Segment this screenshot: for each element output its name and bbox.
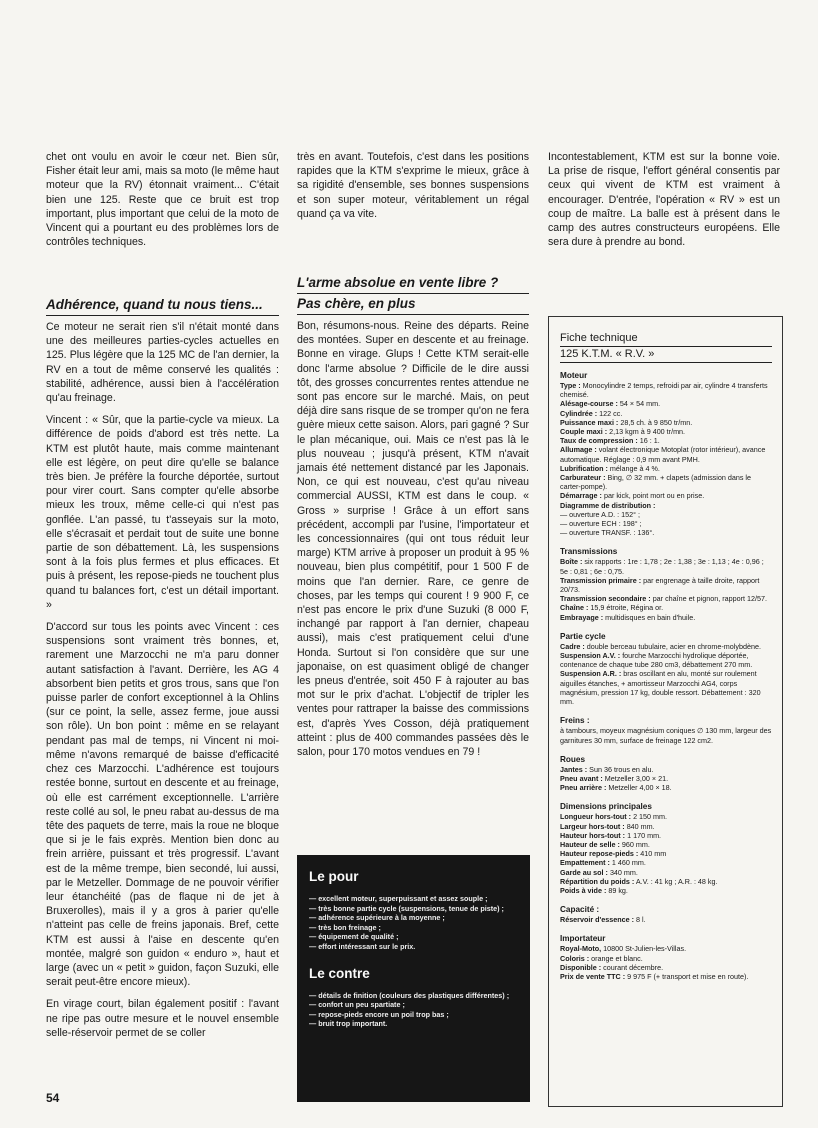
col3-intro-paragraph: Incontestablement, KTM est sur la bonne voie. La prise de risque, l'effort général consentis par ceux qui vivent de KTM est vraiment à encourager. D'entrée, l'opération « RV » est un coup de maître. La balle est à présent dans le camp des autres constructeurs européens. Elle sera dure à prendre au bond. <box>548 151 780 249</box>
fiche-line-key: Coloris : <box>560 953 590 963</box>
fiche-line <box>560 765 772 774</box>
fiche-block <box>560 371 772 537</box>
fiche-line-key: Cylindrée : <box>560 408 598 418</box>
fiche-line <box>560 669 772 706</box>
fiche-line-value: 15,9 étroite, Régina or. <box>590 603 664 613</box>
fiche-line-key: Puissance maxi : <box>560 417 619 427</box>
section-title-arme-absolue: L'arme absolue en vente libre ? <box>297 274 529 294</box>
pour-title: Le pour <box>309 869 359 884</box>
fiche-line <box>560 642 772 651</box>
fiche-block-heading: Dimensions principales <box>560 802 652 812</box>
fiche-line-key: Largeur hors-tout : <box>560 821 625 831</box>
fiche-line-value: 410 mm <box>640 849 667 859</box>
fiche-block-heading: Importateur <box>560 934 606 944</box>
fiche-line <box>560 954 772 963</box>
fiche-line-key: Poids à vide : <box>560 885 607 895</box>
fiche-line <box>560 726 772 744</box>
fiche-block <box>560 755 772 793</box>
fiche-line <box>560 576 772 594</box>
column-1-top <box>46 150 279 257</box>
fiche-line-value: Bing, ∅ 32 mm. + clapets (admission dans le carter-pompe). <box>560 473 752 492</box>
fiche-line-value: bras oscillant en alu, monté sur roulement aiguilles étanches, + amortisseur Marzocchi AG4, corps magnésium, pression 17 kg, double ressort. Débattement : 320 mm. <box>560 669 761 707</box>
fiche-line <box>560 501 772 510</box>
fiche-block-heading: Transmissions <box>560 547 618 557</box>
fiche-line-key: Type : <box>560 381 581 390</box>
fiche-line <box>560 915 772 924</box>
technical-sheet-box <box>548 316 783 1107</box>
pour-item: — très bonne partie cycle (suspensions, tenue de piste) ; <box>309 904 518 914</box>
fiche-line <box>560 613 772 622</box>
fiche-line <box>560 464 772 473</box>
fiche-line-key: Réservoir d'essence : <box>560 915 635 925</box>
fiche-line <box>560 445 772 463</box>
fiche-line <box>560 831 772 840</box>
fiche-line-value: 122 cc. <box>599 408 623 418</box>
column-2-top <box>297 150 529 229</box>
fiche-line-value: multidisques en bain d'huile. <box>605 612 696 622</box>
fiche-line <box>560 381 772 399</box>
fiche-line-key: Démarrage : <box>560 491 602 501</box>
fiche-block-heading: Moteur <box>560 371 588 380</box>
fiche-line-value: 1 460 mm. <box>611 858 646 868</box>
fiche-line-value: 9 975 F (+ transport et mise en route). <box>627 971 749 981</box>
fiche-line-key: Suspension A.V. : <box>560 651 621 661</box>
fiche-line-key: Pneu arrière : <box>560 783 607 793</box>
fiche-line-value: 28,5 ch. à 9 850 tr/mn. <box>620 417 693 427</box>
fiche-line-value: Metzeller 4,00 × 18. <box>608 783 672 793</box>
fiche-block <box>560 802 772 895</box>
contre-item: — détails de finition (couleurs des plastiques différentes) ; <box>309 991 518 1001</box>
fiche-line <box>560 651 772 669</box>
col1-paragraph: En virage court, bilan également positif : l'avant ne ripe pas outre mesure et le nouvel ensemble selle-réservoir permet de se coller <box>46 998 279 1039</box>
fiche-line <box>560 519 772 528</box>
column-2-body <box>297 319 529 767</box>
pour-item: — très bon freinage ; <box>309 923 518 933</box>
fiche-block <box>560 905 772 924</box>
fiche-line-value: 1 170 mm. <box>627 830 662 840</box>
fiche-title: Fiche technique <box>560 331 772 347</box>
fiche-block-heading: Roues <box>560 754 586 764</box>
fiche-line-key: Suspension A.R. : <box>560 669 622 679</box>
fiche-line-key: Hauteur de selle : <box>560 839 620 849</box>
col2-intro-paragraph: très en avant. Toutefois, c'est dans les positions rapides que la KTM s'exprime le mieux, grâce à sa rigidité d'ensemble, ses bonnes suspensions et son super moteur, véritablement un régal quand ça va vite. <box>297 151 529 220</box>
fiche-line-value: 2,13 kgm à 9 400 tr/mn. <box>609 427 686 437</box>
fiche-line-value: Sun 36 trous en alu. <box>589 764 654 774</box>
fiche-block-heading: Freins : <box>560 716 590 726</box>
fiche-line <box>560 858 772 867</box>
fiche-line-key: Jantes : <box>560 764 588 774</box>
fiche-line-value: — ouverture ECH : 198° ; <box>560 519 642 529</box>
fiche-block <box>560 716 772 744</box>
contre-title: Le contre <box>309 965 370 981</box>
fiche-line <box>560 510 772 519</box>
fiche-line-value: six rapports : 1re : 1,78 ; 2e : 1,38 ; 3e : 1,13 ; 4e : 0,96 ; 5e : 0,81 ; 6e : 0,75. <box>560 557 764 576</box>
contre-item: — bruit trop important. <box>309 1019 518 1029</box>
fiche-line-value: par engrenage à taille droite, rapport 20/73. <box>560 575 760 595</box>
fiche-line-key: Chaîne : <box>560 603 589 613</box>
fiche-line-value: mélange à 4 %. <box>609 463 660 473</box>
fiche-line-value: courant décembre. <box>603 962 664 972</box>
fiche-block-heading: Partie cycle <box>560 631 606 641</box>
fiche-line-value: volant électronique Motoplat (rotor intérieur), avance automatique. Réglage : 0,9 mm avant PMH. <box>560 445 766 464</box>
fiche-line-key: Prix de vente TTC : <box>560 971 626 981</box>
fiche-line-value: double berceau tubulaire, acier en chrome-molybdène. <box>586 641 761 651</box>
fiche-line-key: Disponible : <box>560 962 602 972</box>
fiche-line-value: 960 mm. <box>621 839 650 849</box>
fiche-line <box>560 774 772 783</box>
fiche-line <box>560 963 772 972</box>
fiche-line-key: Diagramme de distribution : <box>560 500 656 510</box>
fiche-line <box>560 409 772 418</box>
fiche-line <box>560 491 772 500</box>
fiche-line-key: Hauteur repose-pieds : <box>560 849 639 859</box>
fiche-line-value: Monocylindre 2 temps, refroidi par air, cylindre 4 transferts chemisé. <box>560 381 768 400</box>
fiche-line-value: par chaîne et pignon, rapport 12/57. <box>652 594 767 604</box>
contre-item: — confort un peu spartiate ; <box>309 1000 518 1010</box>
fiche-line <box>560 557 772 575</box>
pour-item: — excellent moteur, superpuissant et assez souple ; <box>309 894 518 904</box>
fiche-line-key: Taux de compression : <box>560 436 638 446</box>
fiche-line-key: Boîte : <box>560 557 583 567</box>
fiche-line-key: Embrayage : <box>560 612 604 622</box>
contre-list <box>309 991 518 1029</box>
fiche-line-value: A.V. : 41 kg ; A.R. : 48 kg. <box>635 876 718 886</box>
section-subtitle-pas-chere: Pas chère, en plus <box>297 295 529 315</box>
fiche-line-value: 16 : 1. <box>639 436 660 446</box>
column-1-body <box>46 320 279 1048</box>
col1-intro-paragraph: chet ont voulu en avoir le cœur net. Bien sûr, Fisher était leur ami, mais sa moto (le même haut moteur que la RV) étonnait vraiment... C'était bien une 125. Reste que ce bruit est trop important, plus important que celui de la moto de Vincent qui a pourtant eu des problèmes lors de contrôles techniques. <box>46 151 279 249</box>
contre-item: — repose-pieds encore un poil trop bas ; <box>309 1010 518 1020</box>
pour-item: — adhérence supérieure à la moyenne ; <box>309 913 518 923</box>
fiche-line-value: fourche Marzocchi hydrolique déportée, contenance de chaque tube 280 cm3, débattement 270 mm. <box>560 651 753 670</box>
fiche-line-key: Transmission secondaire : <box>560 594 651 604</box>
fiche-line-key: Transmission primaire : <box>560 575 642 585</box>
fiche-line-key: Hauteur hors-tout : <box>560 830 626 840</box>
fiche-line-value: 340 mm. <box>609 867 638 877</box>
fiche-line <box>560 812 772 821</box>
fiche-line <box>560 849 772 858</box>
section-title-adherence: Adhérence, quand tu nous tiens... <box>46 296 279 316</box>
fiche-line <box>560 436 772 445</box>
fiche-block <box>560 547 772 621</box>
fiche-line <box>560 783 772 792</box>
fiche-line-value: 54 × 54 mm. <box>619 399 661 409</box>
fiche-block <box>560 632 772 706</box>
fiche-line-key: Carburateur : <box>560 473 606 483</box>
col2-paragraph: Bon, résumons-nous. Reine des départs. Reine des montées. Super en descente et au freinage. Bonne en virage. Glups ! Cette KTM serait-elle donc l'arme absolue ? Difficile de le dire aussi tôt, des grosses concurrentes rentes attendue ne sont pas encore sur le marché. Mais, on peut déjà dire sans risque de se tromper qu'on ne fera guère mieux cette saison. Alors, pari gagné ? Sur le plan mécanique, oui. Mais ce n'est pas là le plus nouveau ; jusqu'à présent, KTM n'avait jamais été nettement distancé par les Japonais. Non, ce qui est nouveau, c'est qu'au niveau commercial AUSSI, KTM est dans le coup. « Gross » surprise ! Grâce à un effort sans précédent, accompli par l'usine, l'importateur et les concessionnaires (qui ont tous réduit leur marge) KTM arrive à proposer un produit à 95 % nouveau, bien plus compétitif, pour 1 500 F de moins que l'an dernier. Rare, ce genre de choses, par les temps qui courent ! 9 900 F, ce n'est pas encore le prix d'une Suzuki (8 000 F, inchangé par rapport à l'an dernier, chapeau aussi), mais c'est pratiquement celui d'une Honda. Surtout si l'on considère que sur une japonaise, on est quasiment obligé de changer les pneus d'entrée, soit 450 F à rajouter au bas mot sur le prix d'achat. L'objectif de tripler les ventes pour rattraper la baisse des commissions est, d'après Yves Cosson, déjà pratiquement atteint : plus de 400 commandes passées dès le salon, pour 170 motos vendues en 79 ! <box>297 320 529 759</box>
fiche-model: 125 K.T.M. « R.V. » <box>560 347 772 363</box>
column-3-top <box>548 150 780 257</box>
fiche-line <box>560 473 772 491</box>
fiche-line <box>560 944 772 953</box>
pour-item: — effort intéressant sur le prix. <box>309 942 518 952</box>
fiche-line-key: Alésage-course : <box>560 399 618 409</box>
fiche-line <box>560 603 772 612</box>
col1-paragraph: Ce moteur ne serait rien s'il n'était monté dans une des meilleures parties-cycles actuelles en 125. Plus légère que la 125 MC de l'an dernier, la RV en a tout de même conservé les qualités : stabilité, adhérence, aussi bien à l'accélération qu'au freinage. <box>46 321 279 405</box>
fiche-line-key: Allumage : <box>560 445 597 455</box>
pour-list <box>309 894 518 952</box>
fiche-line-value: 10800 St-Julien-les-Villas. <box>603 944 687 954</box>
fiche-line-value: 8 l. <box>636 915 646 925</box>
fiche-line-key: Longueur hors-tout : <box>560 812 632 822</box>
fiche-line <box>560 418 772 427</box>
fiche-line-key: Empattement : <box>560 858 610 868</box>
fiche-line-key: Cadre : <box>560 641 585 651</box>
fiche-line-value: 89 kg. <box>608 885 628 895</box>
fiche-line-value: — ouverture TRANSF. : 136°. <box>560 528 655 538</box>
fiche-line-key: Pneu avant : <box>560 773 603 783</box>
fiche-line-key: Couple maxi : <box>560 427 608 437</box>
fiche-line <box>560 868 772 877</box>
fiche-line <box>560 594 772 603</box>
fiche-line-key: Lubrification : <box>560 463 608 473</box>
fiche-line-value: à tambours, moyeux magnésium coniques ∅ 130 mm, largeur des garnitures 30 mm, surface de freinage 122 cm2. <box>560 726 772 745</box>
fiche-sections <box>560 371 772 981</box>
fiche-line <box>560 399 772 408</box>
pros-cons-box <box>297 855 530 1102</box>
fiche-line-key: Garde au sol : <box>560 867 608 877</box>
fiche-line-value: — ouverture A.D. : 152° ; <box>560 509 640 519</box>
fiche-line-value: 2 150 mm. <box>633 812 668 822</box>
fiche-line-value: 840 mm. <box>626 821 655 831</box>
fiche-line <box>560 822 772 831</box>
fiche-line-value: par kick, point mort ou en prise. <box>603 491 705 501</box>
fiche-line <box>560 427 772 436</box>
fiche-line <box>560 840 772 849</box>
fiche-line-key: Royal-Moto, <box>560 944 602 954</box>
col1-paragraph: Vincent : « Sûr, que la partie-cycle va mieux. La différence de poids d'abord est très nette. La KTM est plutôt haute, mais comme maintenant elle est légère, on peut dire qu'elle se balance très bien. Je préfère la fourche déportée, surtout pour virer court. Sans compter qu'elle absorbe mieux les troux, même celle-ci qui n'est pas gonflée. L'an passé, tu t'asseyais sur la moto, elle s'écrasait et perdait tout de suite une bonne partie de son débattement. Là, les suspensions sont à la fois plus fermes et plus efficaces. Et puis à présent, les repose-pieds ne touchent plus quand tu balances fort, c'est un détail important. » <box>46 414 279 611</box>
fiche-line-value: Metzeller 3,00 × 21. <box>604 773 669 783</box>
fiche-line <box>560 972 772 981</box>
fiche-line-value: orange et blanc. <box>591 953 643 963</box>
fiche-line-key: Répartition du poids : <box>560 876 635 886</box>
fiche-line <box>560 886 772 895</box>
pour-item: — équipement de qualité ; <box>309 932 518 942</box>
fiche-block <box>560 934 772 981</box>
col1-paragraph: D'accord sur tous les points avec Vincent : ces suspensions sont vraiment très bonnes, et, rarement une Marzocchi ne m'a paru donner autant satisfaction à l'avant. Derrière, les AG 4 absorbent bien petits et gros trous, sans que l'on puisse parler de confort exceptionnel à la Ohlins (sur ce point, la selle, assez ferme, joue aussi son rôle). Un bon point : même en se relayant pendant pas mal de temps, ni Vincent ni moi-même n'avons remarqué de baisse d'efficacité chez ces Marzocchi. L'adhérence est toujours restée bonne, surtout en descente et au freinage, où elle est carrément exceptionnelle. L'arrière reste collé au sol, le pneu rabat au-dessus de ma tête des paquets de terre, mais la roue ne bloque que si je le fais exprès. Mention bien donc au frein arrière, puissant et très progressif. L'avant est de la même trempe, bien secondé, lui aussi, par le Metzeller. Dommage de ne pouvoir vérifier leur étanchéité (pas de flaque ni de jet à Bruxerolles), mais il y a gros à parier qu'elle n'atteint pas celle de freins japonais. Bref, cette KTM est aussi à l'aise en descente qu'en montée, malgré son guidon « enduro », haut et large (avec un « petit » guidon, façon Suzuki, elle serait peut-être encore mieux). <box>46 621 279 989</box>
fiche-block-heading: Capacité : <box>560 905 600 915</box>
fiche-line <box>560 877 772 886</box>
page-number: 54 <box>46 1091 60 1105</box>
fiche-line <box>560 528 772 537</box>
